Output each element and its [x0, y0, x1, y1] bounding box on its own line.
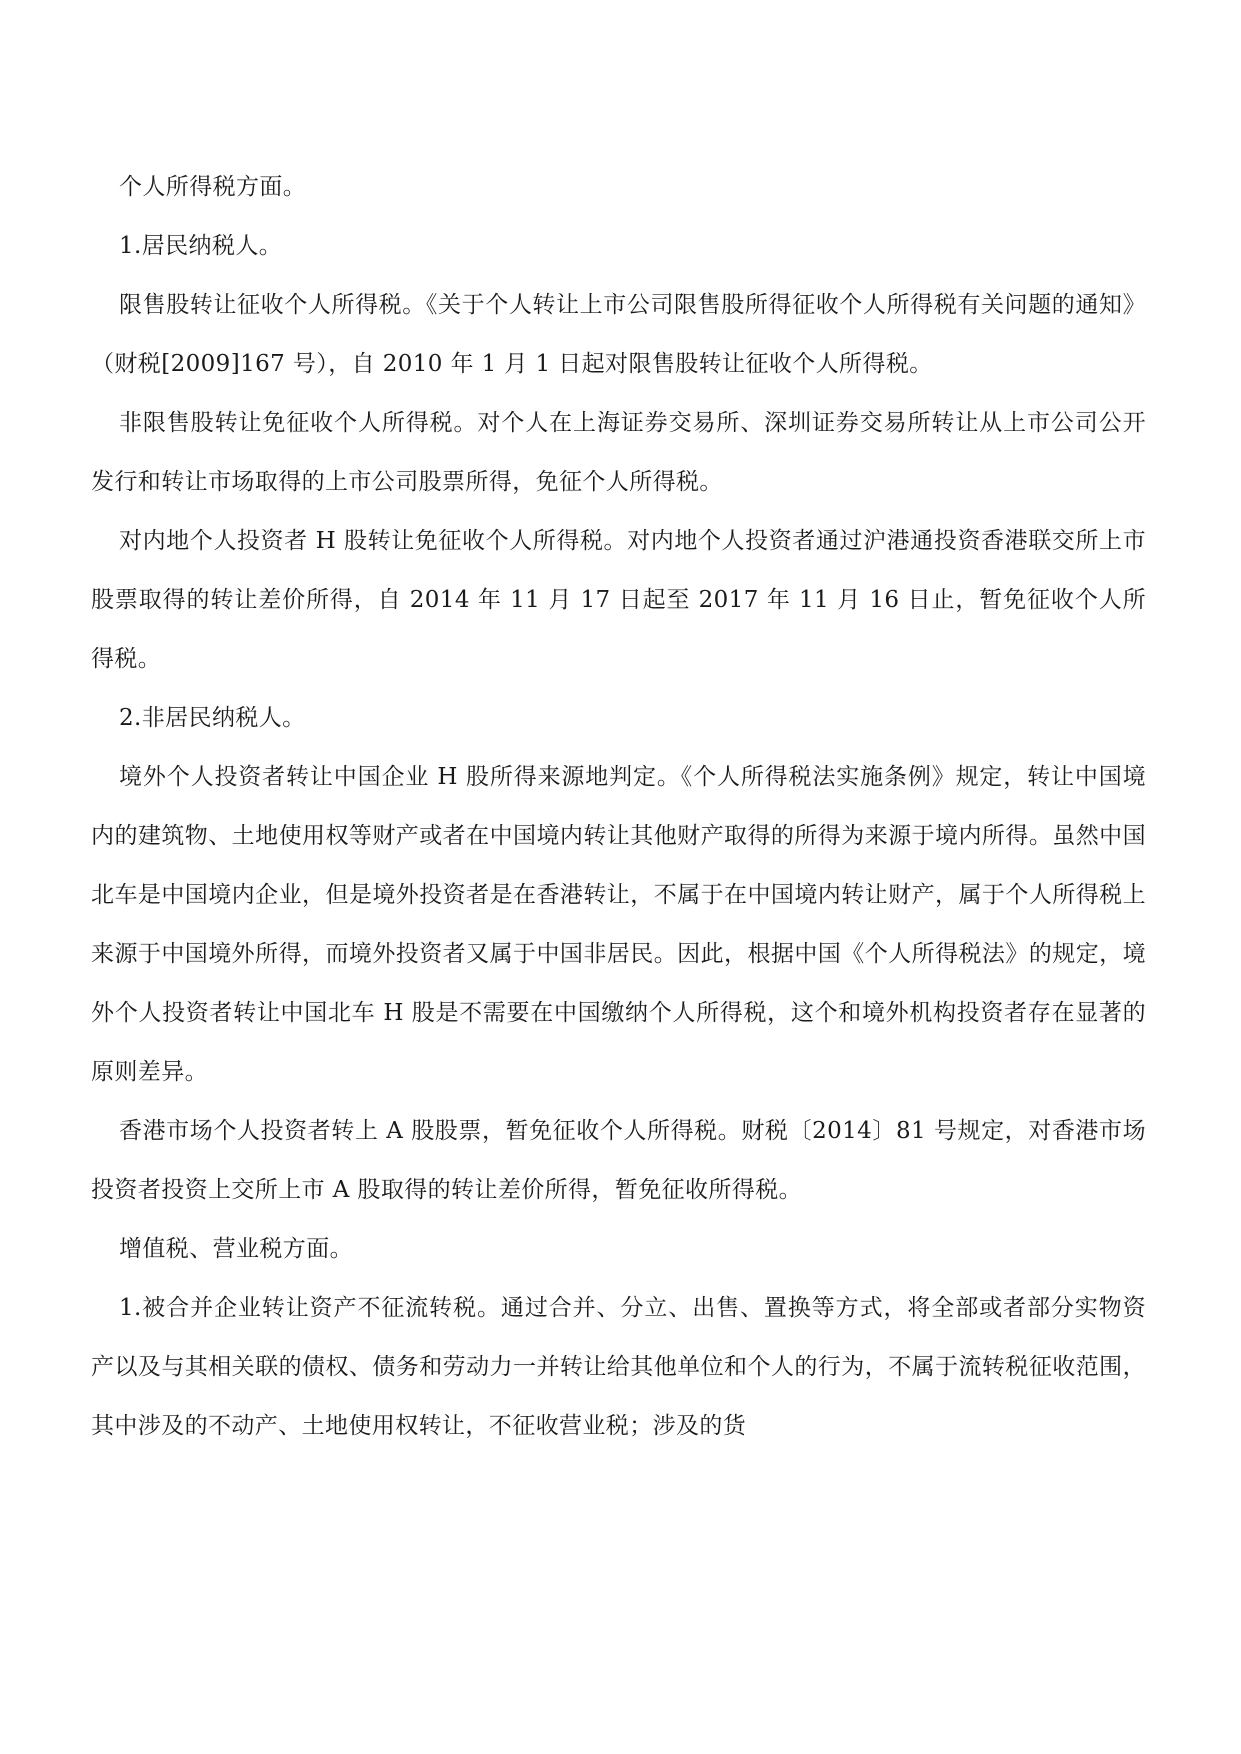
paragraph-mainland-h-shares: 对内地个人投资者 H 股转让免征收个人所得税。对内地个人投资者通过沪港通投资香港联交所上市股票取得的转让差价所得，自 2014 年 11 月 17 日起至 2017 年 11 月 16 日止，暂免征收个人所得税。: [91, 528, 1146, 672]
section-heading-personal-income-tax: 个人所得税方面。: [119, 174, 307, 200]
subheading-non-resident-taxpayer: 2.非居民纳税人。: [119, 705, 306, 731]
section-heading-vat-business-tax: 增值税、营业税方面。: [119, 1236, 353, 1262]
paragraph-overseas-h-shares-source: 境外个人投资者转让中国企业 H 股所得来源地判定。《个人所得税法实施条例》规定，转让中国境内的建筑物、土地使用权等财产或者在中国境内转让其他财产取得的所得为来源于境内所得。虽然中国北车是中国境内企业，但是境外投资者是在香港转让，不属于在中国境内转让财产，属于个人所得税上来源于中国境外所得，而境外投资者又属于中国非居民。因此，根据中国《个人所得税法》的规定，境外个人投资者转让中国北车 H 股是不需要在中国缴纳个人所得税，这个和境外机构投资者存在显著的原则差异。: [91, 764, 1146, 1085]
paragraph-restricted-shares: 限售股转让征收个人所得税。《关于个人转让上市公司限售股所得征收个人所得税有关问题的通知》（财税[2009]167 号），自 2010 年 1 月 1 日起对限售股转让征收个人所得税。: [91, 292, 1146, 377]
subheading-resident-taxpayer: 1.居民纳税人。: [119, 233, 283, 259]
paragraph-merged-enterprise-assets: 1.被合并企业转让资产不征流转税。通过合并、分立、出售、置换等方式，将全部或者部分实物资产以及与其相关联的债权、债务和劳动力一并转让给其他单位和个人的行为，不属于流转税征收范围，其中涉及的不动产、土地使用权转让，不征收营业税；涉及的货: [91, 1295, 1146, 1439]
document-body: [91, 158, 1146, 1456]
paragraph-non-restricted-shares: 非限售股转让免征收个人所得税。对个人在上海证券交易所、深圳证券交易所转让从上市公司公开发行和转让市场取得的上市公司股票所得，免征个人所得税。: [91, 410, 1146, 495]
paragraph-hk-investors-a-shares: 香港市场个人投资者转上 A 股股票，暂免征收个人所得税。财税〔2014〕81 号规定，对香港市场投资者投资上交所上市 A 股取得的转让差价所得，暂免征收所得税。: [91, 1118, 1146, 1203]
